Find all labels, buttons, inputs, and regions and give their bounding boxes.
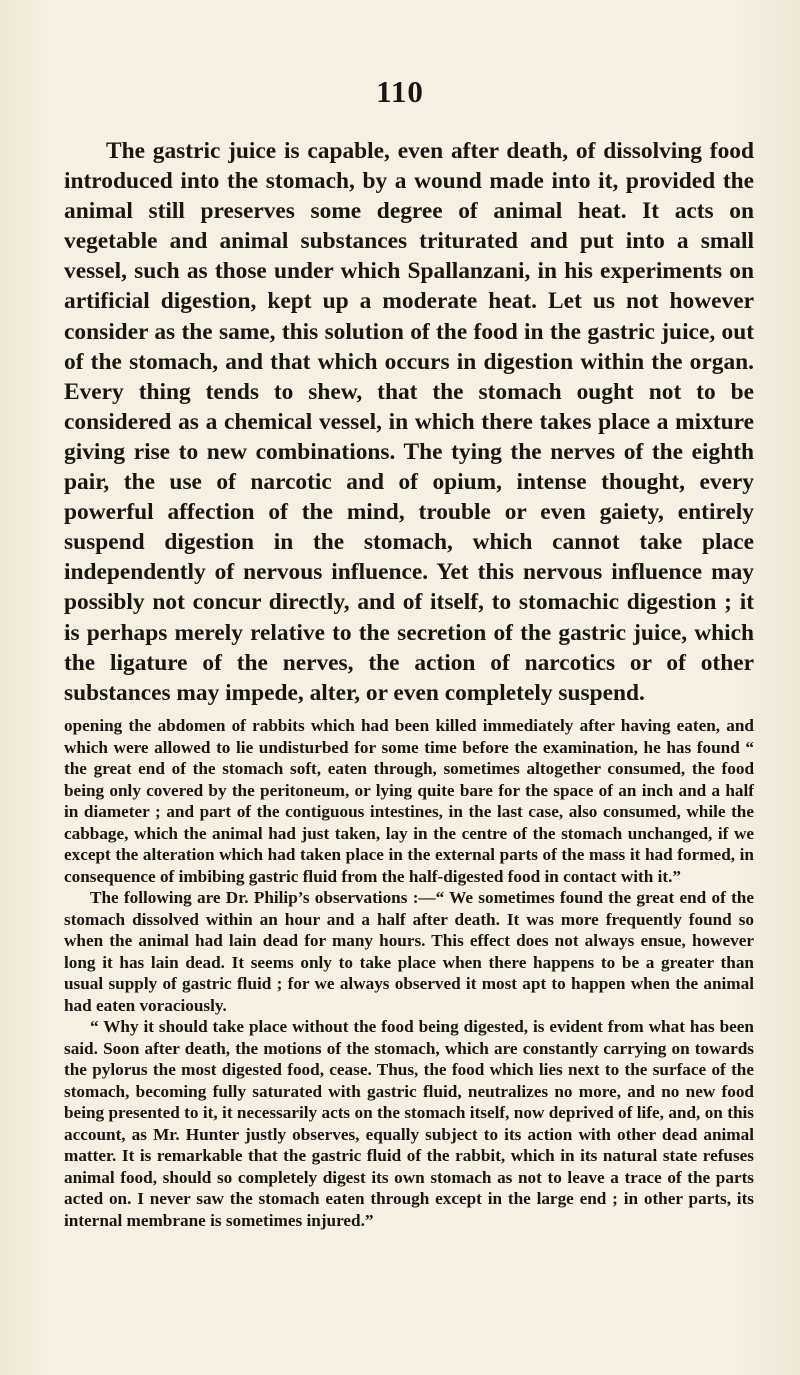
footnote-philip-observations: The following are Dr. Philip’s observations :—“ We sometimes found the great end of the stomach dissolved within an hour and a half after death. It was more frequently found so when the animal had lain dead for many hours. This effect does not always ensue, however long it has lain dead. It seems only to take place when there happens to be a greater than usual supply of gastric fluid ; for we always observed it most apt to happen when the animal had eaten voraciously.: [64, 888, 754, 1015]
main-paragraph: The gastric juice is capable, even after death, of dissolving food introduced into the stomach, by a wound made into it, provided the animal still preserves some degree of animal heat. It acts on vegetable and animal substances triturated and put into a small vessel, such as those under which Spallanzani, in his experiments on artificial digestion, kept up a moderate heat. Let us not however consider as the same, this solution of the food in the gastric juice, out of the stomach, and that which occurs in digestion within the organ. Every thing tends to shew, that the stomach ought not to be considered as a chemical vessel, in which there takes place a mixture giving rise to new combinations. The tying the nerves of the eighth pair, the use of narcotic and of opium, intense thought, every powerful affection of the mind, trouble or even gaiety, entirely suspend digestion in the stomach, which cannot take place independently of nervous influence. Yet this nervous influence may possibly not concur directly, and of itself, to stomachic digestion ; it is perhaps merely relative to the secretion of the gastric juice, which the ligature of the nerves, the action of narcotics or of other substances may impede, alter, or even completely suspend.: [64, 138, 754, 706]
footnote-philip-explanation: “ Why it should take place without the food being digested, is evident from what has been said. Soon after death, the motions of the stomach, which are constantly carrying on towards the pylorus the most digested food, cease. Thus, the food which lies next to the surface of the stomach, becoming fully saturated with gastric fluid, neutralizes no more, and no new food being presented to it, it necessarily acts on the stomach itself, now deprived of life, and, on this account, as Mr. Hunter justly observes, equally subject to its action with other dead animal matter. It is remarkable that the gastric fluid of the rabbit, which in its natural state refuses animal food, should so completely digest its own stomach as not to leave a trace of the parts acted on. I never saw the stomach eaten through except in the large end ; in other parts, its internal membrane is sometimes injured.”: [64, 1017, 754, 1230]
footnote-continuation: opening the abdomen of rabbits which had been killed immediately after having eaten, and which were allowed to lie undisturbed for some time before the examination, he has found “ the great end of the stomach soft, eaten through, sometimes altogether consumed, the food being only covered by the peritoneum, or lying quite bare for the space of an inch and a half in diameter ; and part of the contiguous intestines, in the last case, also consumed, while the cabbage, which the animal had just taken, lay in the centre of the stomach unchanged, if we except the alteration which had taken place in the external parts of the mass it had formed, in consequence of imbibing gastric fluid from the half-digested food in contact with it.”: [64, 716, 754, 886]
page-number: 110: [376, 74, 424, 109]
footnote-block: [64, 715, 754, 1231]
